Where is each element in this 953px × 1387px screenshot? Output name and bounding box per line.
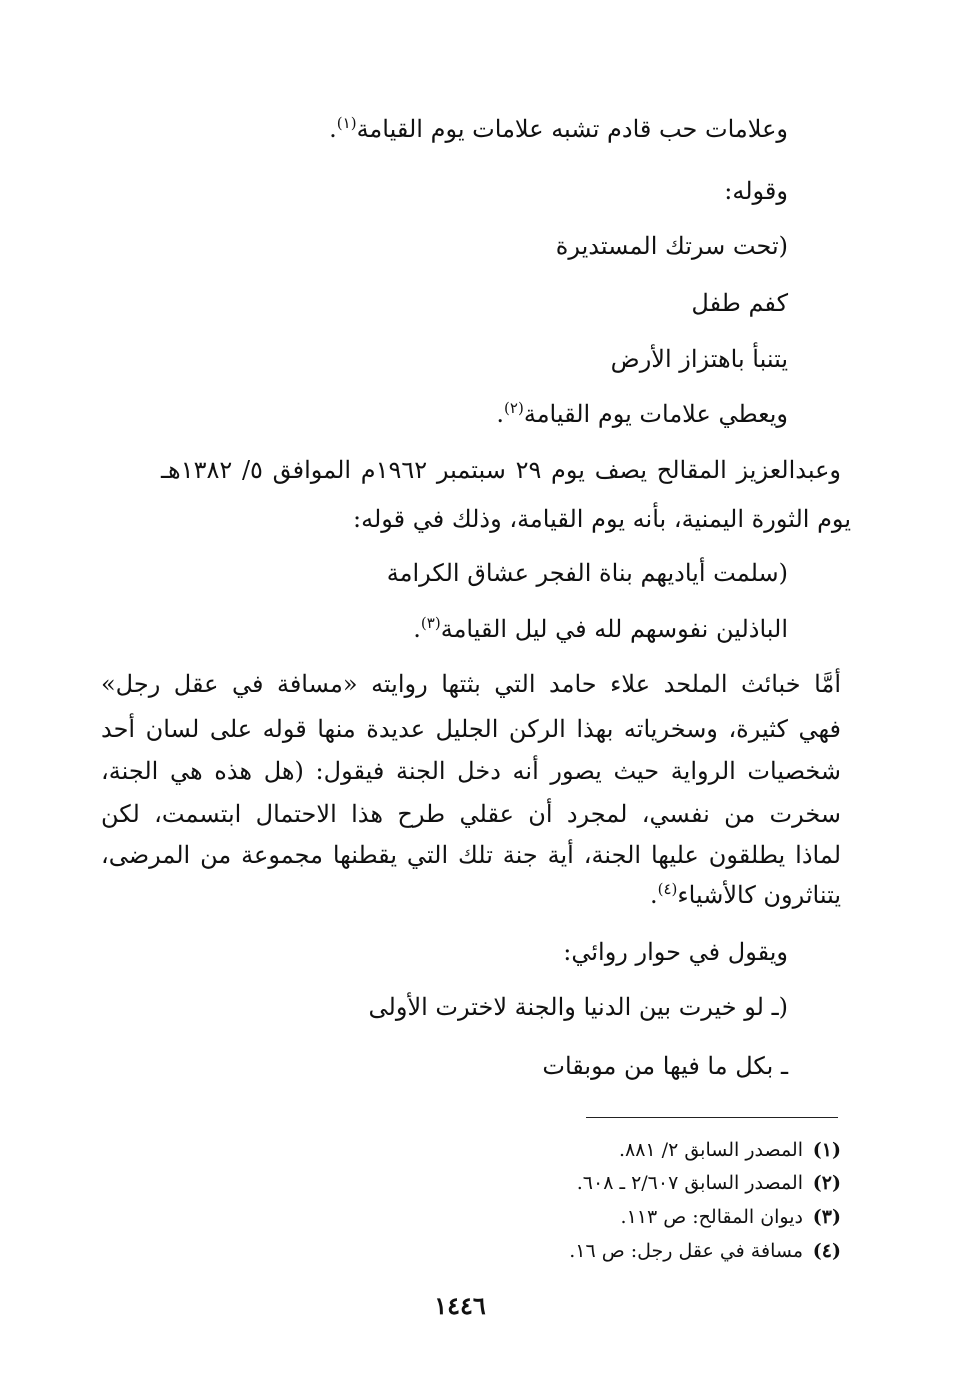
text-line: أمَّا خبائث الملحد علاء حامد التي بثتها روايته «مسافة في عقل رجل»: [101, 670, 841, 698]
footnote-number: (٤): [812, 1240, 841, 1262]
footnote-number: (١): [812, 1139, 841, 1161]
text-line: يتناثرون كالأشياء$^{(٤)}$.: [649, 880, 841, 909]
footnote-number: (٢): [812, 1172, 841, 1194]
text-line: وعبدالعزيز المقالح يصف يوم ٢٩ سبتمبر ١٩٦٢م الموافق ٥/ ١٣٨٢هـ: [161, 456, 842, 484]
text-line: وعلامات حب قادم تشبه علامات يوم القيامة$^{(١)}$.: [329, 114, 788, 143]
footnote-separator: [586, 1117, 838, 1118]
footnote: (١)المصدر السابق ٢/ ٨٨١.: [241, 1136, 841, 1164]
footnote: (٤)مسافة في عقل رجل: ص ١٦.: [241, 1237, 841, 1265]
poem-line: الباذلين نفوسهم لله في ليل القيامة$^{(٣)}$.: [413, 614, 788, 643]
footnote-number: (٣): [812, 1206, 841, 1228]
poem-line: (سلمت أياديهم بناة الفجر عشاق الكرامة: [386, 559, 788, 587]
page-number: ١٤٤٦: [434, 1291, 486, 1320]
footnote: (٣)ديوان المقالح: ص ١١٣.: [241, 1203, 841, 1231]
text-line: شخصيات الرواية حيث يصور أنه دخل الجنة فيقول: (هل هذه هي الجنة،: [101, 757, 841, 785]
footnote: (٢)المصدر السابق ٢/٦٠٧ ـ ٦٠٨.: [241, 1169, 841, 1197]
poem-line: ويعطي علامات يوم القيامة$^{(٢)}$.: [496, 399, 788, 428]
footnote-ref: (٤): [657, 880, 678, 898]
footnote-ref: (٢): [504, 399, 524, 417]
text-line: فهي كثيرة، وسخرياته بهذا الركن الجليل عديدة منها قوله على لسان أحد: [101, 715, 841, 743]
dialogue-line: ـ بكل ما فيها من موبقات: [542, 1052, 788, 1080]
footnote-ref: (١): [336, 114, 357, 132]
text-line: ويقول في حوار روائي:: [563, 938, 788, 966]
dialogue-line: (ـ لو خيرت بين الدنيا والجنة لاخترت الأولى: [368, 993, 788, 1021]
footnote-ref: (٣): [420, 614, 441, 632]
text-line: لماذا يطلقون عليها الجنة، أية جنة تلك التي يقطنها مجموعة من المرضى،: [101, 841, 842, 869]
text-line: وقوله:: [724, 177, 788, 205]
poem-line: يتنبأ باهتزاز الأرض: [610, 345, 788, 373]
text-line: يوم الثورة اليمنية، بأنه يوم القيامة، وذلك في قوله:: [353, 505, 851, 533]
poem-line: (تحت سرتك المستديرة: [555, 232, 788, 260]
text-line: سخرت من نفسي، لمجرد أن عقلي طرح هذا الاحتمال ابتسمت، لكن: [101, 800, 841, 828]
poem-line: كفم طفل: [691, 289, 788, 317]
